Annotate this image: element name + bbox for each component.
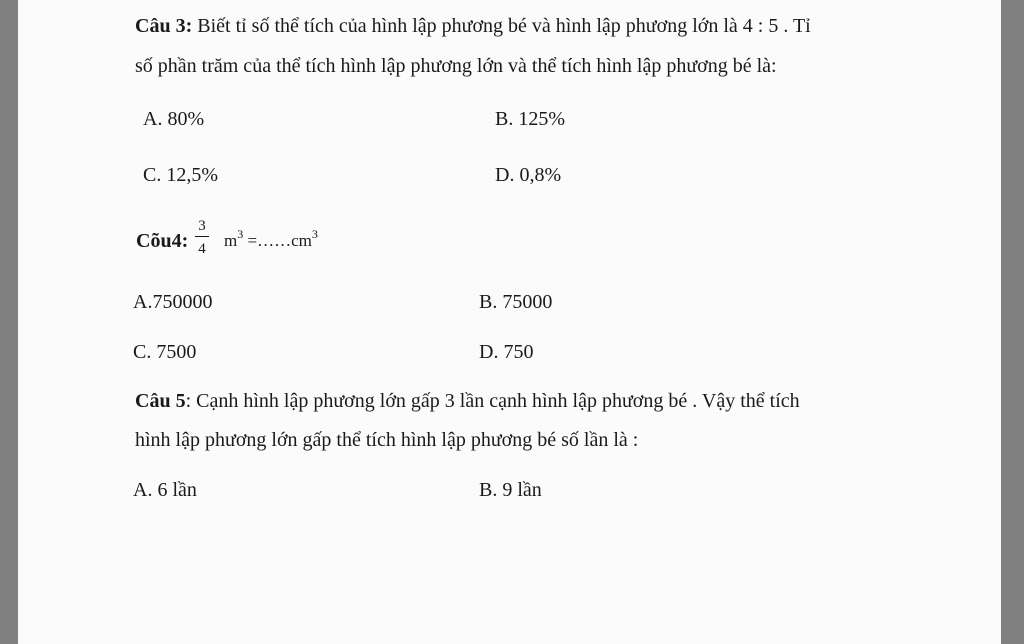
q3-option-d: D. 0,8% bbox=[495, 164, 562, 186]
q3-text-line1: Biết tỉ số thể tích của hình lập phương bé và hình lập phương lớn là 4 : 5 . Tỉ bbox=[192, 15, 811, 37]
q5-line1 bbox=[135, 389, 800, 413]
q4-option-b: B. 75000 bbox=[479, 291, 553, 313]
q4-fraction-denominator: 4 bbox=[198, 241, 206, 257]
q4-exp-m: 3 bbox=[237, 227, 244, 242]
q4-blank: =……cm bbox=[243, 231, 312, 250]
q4-expression bbox=[224, 229, 318, 253]
q4-exp-cm: 3 bbox=[311, 227, 318, 242]
q4-unit-m: m bbox=[224, 231, 238, 250]
q3-option-a: A. 80% bbox=[143, 108, 205, 130]
q4-fraction-bar bbox=[195, 236, 209, 237]
worksheet-page bbox=[18, 0, 1001, 644]
q5-option-a: A. 6 lần bbox=[133, 479, 197, 501]
q3-text-line2: số phần trăm của thể tích hình lập phương lớn và thể tích hình lập phương bé là: bbox=[135, 55, 777, 77]
q5-label: Câu 5 bbox=[135, 390, 186, 412]
q5-text-line2: hình lập phương lớn gấp thể tích hình lập phương bé số lần là : bbox=[135, 429, 639, 451]
q3-option-c: C. 12,5% bbox=[143, 164, 218, 186]
q4-label: Cõu4: bbox=[136, 230, 189, 252]
q5-text-line1: : Cạnh hình lập phương lớn gấp 3 lần cạnh hình lập phương bé . Vậy thể tích bbox=[185, 390, 800, 412]
q4-option-c: C. 7500 bbox=[133, 341, 197, 363]
q3-label: Câu 3: bbox=[135, 15, 193, 37]
q4-option-a: A.750000 bbox=[133, 291, 213, 313]
q4-fraction-numerator: 3 bbox=[198, 218, 206, 234]
q4-option-d: D. 750 bbox=[479, 341, 534, 363]
q5-option-b: B. 9 lần bbox=[479, 479, 542, 501]
q3-option-b: B. 125% bbox=[495, 108, 565, 130]
q3-line1 bbox=[135, 14, 811, 38]
